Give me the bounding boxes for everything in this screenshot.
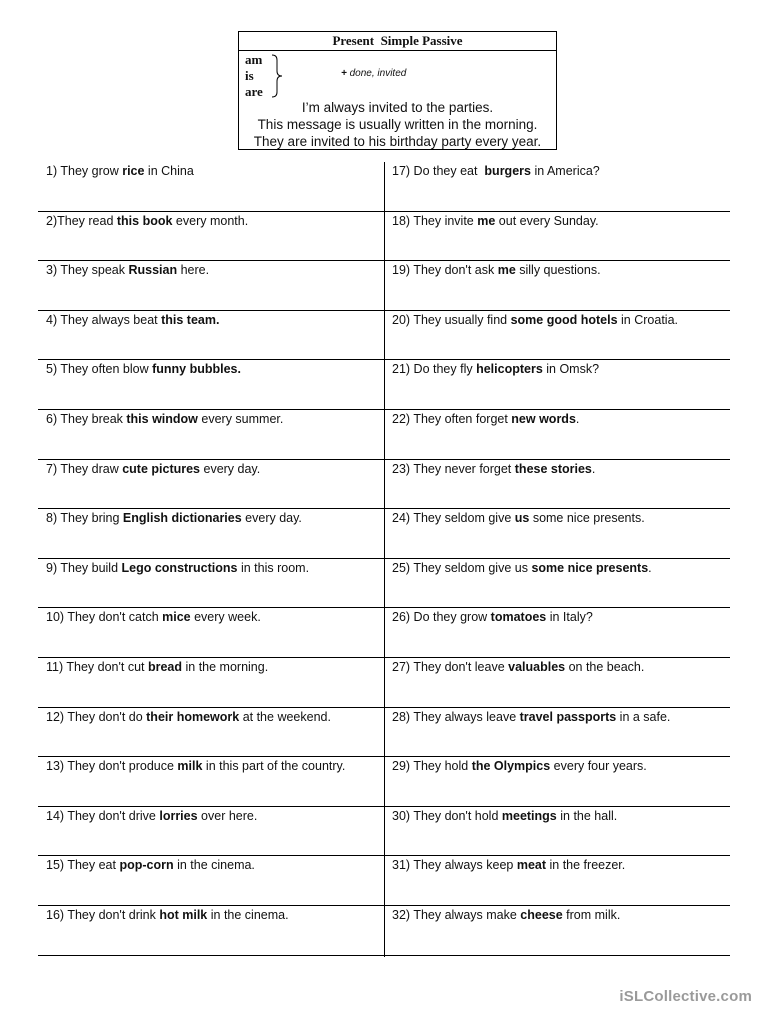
exercise-text: out every Sunday. [495,213,599,228]
exercise-keyword: cute pictures [122,461,201,476]
exercise-text: every summer. [197,411,284,426]
exercise-item [384,856,730,905]
exercise-text: from milk. [562,907,621,922]
verb-list [245,52,263,100]
exercise-keyword: cheese [520,907,563,922]
exercise-item [384,311,730,360]
curly-brace-icon [271,54,283,98]
exercise-keyword: this window [126,411,198,426]
exercise-text: 13) They don't produce [46,759,178,774]
exercise-keyword: me [497,263,516,278]
example-sentence: I’m always invited to the parties. [301,100,494,115]
exercise-text: in this part of the country. [202,759,346,774]
exercise-text: 23) They never forget [392,461,515,476]
exercise-item [384,212,730,261]
exercise-item [38,162,384,211]
exercise-text: 3) They speak [46,263,129,278]
exercise-text: in the hall. [556,808,618,823]
exercise-keyword: hot milk [159,907,208,922]
exercise-keyword: milk [177,759,203,774]
formula-plus: + [341,68,347,79]
exercise-item [384,559,730,608]
exercise-item [384,410,730,459]
exercise-text: in the morning. [182,659,269,674]
exercise-text: 14) They don't drive [46,808,160,823]
exercise-item [38,658,384,707]
exercise-text: 27) They don't leave [392,659,509,674]
exercise-text: 19) They don't ask [392,263,498,278]
exercise-text: 17) Do they eat [392,164,485,178]
exercise-text: in the freezer. [546,858,626,873]
exercise-keyword: helicopters [476,362,543,377]
exercise-text: 15) They eat [46,858,120,873]
exercise-item [38,509,384,558]
exercise-text: at the weekend. [239,709,331,724]
exercise-text: 22) They often forget [392,411,512,426]
example-sentence: This message is usually written in the morning. [257,117,538,132]
exercise-keyword: Russian [128,263,178,278]
exercise-text: . [575,411,580,426]
exercise-text: 25) They seldom give us [392,560,532,575]
exercise-text: 31) They always keep [392,858,517,873]
rule-box [238,31,557,150]
exercise-keyword: some nice presents [531,560,649,575]
exercise-text: 10) They don't catch [46,610,163,625]
examples [239,99,556,150]
exercise-text: on the beach. [565,659,645,674]
formula-text: done, invited [346,68,407,79]
exercise-item [384,261,730,310]
exercise-text: 29) They hold [392,759,472,774]
exercise-text: in China [144,164,194,178]
exercise-text: 16) They don't drink [46,907,160,922]
rule-title: Present Simple Passive [239,32,556,51]
exercise-text: 20) They usually find [392,312,511,327]
exercise-text: in a safe. [616,709,671,724]
exercise-text: every day. [241,511,302,526]
exercise-text: 2)They read [46,213,117,228]
exercise-text: 28) They always leave [392,709,520,724]
exercise-text: in the cinema. [173,858,255,873]
verb-am: am [245,52,263,67]
exercise-text: . [591,461,596,476]
exercise-item [38,906,384,955]
exercise-item [38,807,384,856]
exercise-item [384,460,730,509]
exercise-text: over here. [197,808,258,823]
exercise-item [384,906,730,955]
exercise-item [384,509,730,558]
exercise-keyword: burgers [484,164,531,178]
exercise-keyword: tomatoes [490,610,547,625]
exercise-text: every day. [200,461,261,476]
exercise-keyword: new words [511,411,576,426]
exercise-keyword: Lego constructions [121,560,238,575]
exercise-text: 18) They invite [392,213,478,228]
exercise-item [384,757,730,806]
exercise-keyword: pop-corn [119,858,174,873]
exercise-text: . [648,560,652,575]
exercise-keyword: lorries [159,808,198,823]
exercise-text: 26) Do they grow [392,610,491,625]
exercise-text: 8) They bring [46,511,123,526]
exercise-text: some nice presents. [529,511,645,526]
example-sentence: They are invited to his birthday party every year. [253,134,542,149]
exercise-keyword: the Olympics [471,759,551,774]
exercise-keyword: English dictionaries [122,511,242,526]
exercise-item [38,856,384,905]
exercise-item [38,460,384,509]
exercise-keyword: mice [162,610,191,625]
exercise-item [38,708,384,757]
exercise-text: every month. [172,213,249,228]
exercise-keyword: us [514,511,530,526]
exercise-text: 6) They break [46,411,127,426]
exercise-item [38,608,384,657]
exercise-keyword: this book [116,213,173,228]
exercise-text: 12) They don't do [46,709,147,724]
exercise-keyword: some good hotels [510,312,618,327]
exercise-text: 21) Do they fly [392,362,477,377]
verb-are: are [245,84,263,99]
watermark: iSLCollective.com [619,988,752,1005]
exercise-text: silly questions. [515,263,601,278]
exercise-keyword: meat [516,858,547,873]
exercise-text: in this room. [237,560,310,575]
exercise-item [384,807,730,856]
exercise-text: 4) They always beat [46,312,162,327]
exercise-keyword: their homework [146,709,240,724]
exercise-item [38,311,384,360]
exercise-item [384,162,730,211]
exercise-item [384,708,730,757]
exercise-text: in the cinema. [207,907,289,922]
exercise-keyword: valuables [508,659,566,674]
exercise-keyword: bread [147,659,183,674]
exercise-text: 24) They seldom give [392,511,515,526]
column-divider [384,162,385,957]
exercise-item [38,559,384,608]
exercise-text: 30) They don't hold [392,808,502,823]
exercise-item [38,757,384,806]
exercise-item [384,658,730,707]
exercise-text: in Omsk? [542,362,600,377]
exercise-item [384,608,730,657]
exercise-keyword: travel passports [519,709,617,724]
exercise-text: every four years. [550,759,647,774]
exercise-text: in Croatia. [617,312,678,327]
exercise-item [38,410,384,459]
exercise-keyword: these stories [514,461,592,476]
exercise-text: 7) They draw [46,461,123,476]
exercise-item [38,360,384,409]
exercise-text: here. [177,263,210,278]
exercise-keyword: funny bubbles. [152,362,241,377]
exercise-text: 32) They always make [392,907,521,922]
exercise-text: 11) They don't cut [46,659,148,674]
exercise-text: every week. [190,610,261,625]
exercise-keyword: me [477,213,496,228]
exercise-keyword: this team. [161,312,220,327]
exercise-item [384,360,730,409]
exercise-text: 1) They grow [46,164,123,178]
exercise-text: in Italy? [546,610,593,625]
exercise-keyword: rice [122,164,145,178]
verb-is: is [245,68,254,83]
exercise-keyword: meetings [501,808,557,823]
exercise-text: 5) They often blow [46,362,153,377]
exercise-item [38,212,384,261]
formula [341,68,406,79]
exercise-text: in America? [530,164,600,178]
exercise-item [38,261,384,310]
exercise-text: 9) They build [46,560,122,575]
